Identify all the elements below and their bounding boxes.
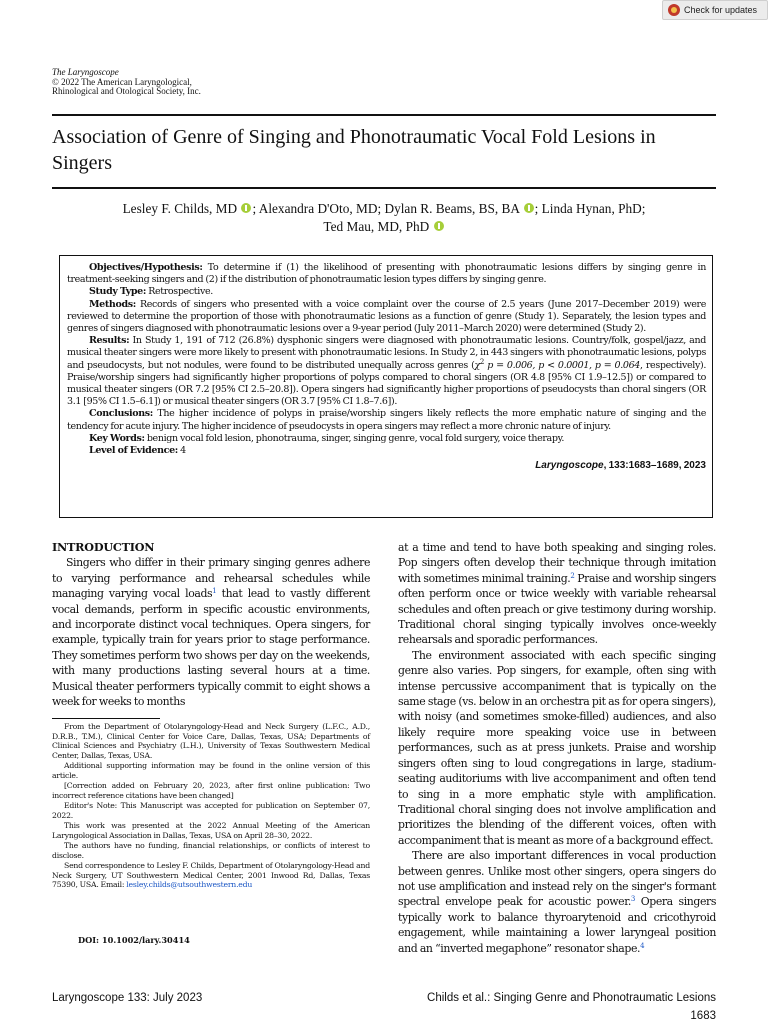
abstract-keywords [67,433,706,445]
correspondence-email-link[interactable]: lesley.childs@utsouthwestern.edu [126,880,253,890]
footer-journal-issue: Laryngoscope 133: July 2023 [52,992,203,1004]
footnote-correction: [Correction added on February 20, 2023, after first online publication: Two incorrect reference citations have been changed] [52,781,370,800]
orcid-icon[interactable] [524,203,534,213]
author-mau: Ted Mau, MD, PhD [323,219,430,234]
results-text-a: In Study 1, 191 of 712 (26.8%) dysphonic singers were diagnosed with phonotraumatic lesions. Country/folk, gospel/jazz, and musical theater singers were more likely to present with phonotraumatic lesions. In Study 2, in 443 singers with phonotraumatic lesions, polyps and pseudocysts, but not nodules, were found to be distributed unequally across genres ( [67,335,706,371]
methods-label: Methods: [89,298,136,310]
results-text-b: , respectively). Praise/worship singers had significantly higher proportions of polyps compared to choral singers (OR 4.8 [95% CI 1.9–12.5]) or compared to musical theater singers (OR 7.2 [95% CI 2.5–20.8]). Opera singers had significantly higher proportions of pseudocysts than choral singers (OR 3.1 [95% CI 1.5–6.1]) or musical theater singers (OR 3.7 [95% CI 1.8–7.6]). [67,359,706,408]
footnote-funding: The authors have no funding, financial relationships, or conflicts of interest to disclose. [52,840,370,860]
orcid-icon[interactable] [434,221,444,231]
intro-paragraph-3 [398,848,716,956]
page-number: 1683 [690,1010,716,1022]
intro-p1-text-b: that lead to vastly different vocal demands, perform in specific acoustic environments, and incorporate distinct vocal techniques. Opera singers, for example, typically train for years prior to stage performance. They sometimes perform two shows per day on the weekends, with many productions lasting several hours at a time. Musical theater performers typically commit to eight shows a week for weeks to months [52,587,370,709]
title-bottom-rule [52,187,716,189]
abstract-methods [67,299,706,336]
conclusions-label: Conclusions: [89,408,153,420]
correspondence-text: Send correspondence to Lesley F. Childs, Department of Otolaryngology-Head and Neck Surgery, UT Southwestern Medical Center, 2001 Inwood Rd, Dallas, Texas 75390, USA. Email: [52,860,370,890]
citation-journal: Laryngoscope [535,460,604,472]
intro-r3-text-b: Opera singers typically work to balance thyroarytenoid and cricothyroid engagement, while maintaining a lower laryngeal position and an “inverted megaphone” resonator shape. [398,895,717,955]
intro-paragraph-1-cont [398,540,716,648]
level-text: 4 [180,445,186,457]
footnote-presentation: This work was presented at the 2022 Annual Meeting of the American Laryngological Association in Dallas, Texas, USA on April 28–30, 2022. [52,821,370,840]
author-hynan: ; Linda Hynan, PhD; [534,201,646,216]
intro-r1-text-b: Praise and worship singers often perform once or twice weekly with variable rehearsal schedules and often preach or give testimony during worship. Traditional choral singing typically involves once-weekly rehearsals and sporadic performances. [398,571,716,647]
intro-paragraph-2: The environment associated with each specific singing genre also varies. Pop singers, for example, often sing with intense percussive accompaniment that is typically on the same stage (vs. below in an orchestra pit as for opera singers), with noisy (and sometimes smoke-filled) audiences, and also likely require more speaking voice use in between performances, such as at press junkets. Praise and worship singers often sing to loud congregations in large, stadium-seating auditoriums with live accompaniment and often tend to sing in a more emphatic style with amplification. Traditional choral singing does not involve amplification and prioritizes the blending of the different voices, often with accompaniment that is meant as more of a background effect. [398,648,716,847]
footnote-editor-note: Editor's Note: This Manuscript was accepted for publication on September 07, 2022. [52,801,370,820]
study-type-text: Retrospective. [148,286,213,298]
objectives-label: Objectives/Hypothesis: [89,262,203,273]
intro-paragraph-1 [52,555,370,709]
chi-symbol: χ [474,359,480,371]
author-doto-beams: ; Alexandra D'Oto, MD; Dylan R. Beams, BS, BA [252,201,520,216]
study-type-label: Study Type: [89,286,147,298]
journal-copyright: © 2022 The American Laryngological, [52,76,192,87]
author-childs: Lesley F. Childs, MD [122,201,238,216]
article-title: Association of Genre of Singing and Phonotraumatic Vocal Fold Lesions in Singers [52,126,656,174]
intro-r1-text-a: at a time and tend to have both speaking and singing roles. Pop singers often develop their technique through imitation with sometimes minimal training. [398,541,716,585]
methods-text: Records of singers who presented with a voice complaint over the course of 2.5 years (June 2017–December 2019) were reviewed to determine the proportion of those with phonotraumatic lesions as a function of genre (Study 1). Separately, the lesion types and genres of singers diagnosed with phonotraumatic lesions over a 9-year period (July 2011–March 2020) were determined (Study 2). [67,298,706,335]
footer-running-title: Childs et al.: Singing Genre and Phonotraumatic Lesions [427,992,716,1004]
reference-link[interactable]: 3 [630,895,635,904]
journal-society: Rhinological and Otological Society, Inc. [52,86,201,96]
footnote-affiliations: From the Department of Otolaryngology-Head and Neck Surgery (L.F.C., A.D., D.R.B., T.M.), Clinical Center for Voice Care, Dallas, Texas, USA; Departments of Clinical Sciences and Psychiatry (L.H.), University of Texas Southwestern Medical Center, Dallas, Texas, USA. [52,722,370,761]
body-column-right [398,540,716,956]
intro-p1-text-a: Singers who differ in their primary singing genres adhere to varying performance and rehearsal schedules while managing varying vocal loads [52,556,370,601]
abstract-results [67,335,706,408]
reference-link[interactable]: 1 [212,587,217,596]
keywords-text: benign vocal fold lesion, phonotrauma, singer, singing genre, vocal fold surgery, voice therapy. [146,432,565,444]
keywords-label: Key Words: [89,432,145,444]
body-column-left [52,540,370,709]
abstract-citation [67,460,706,472]
objectives-text: To determine if (1) the likelihood of presenting with phonotraumatic lesions differs by singing genre in treatment-seeking singers and (2) if the distribution of phonotraumatic lesion types differs by singing genre. [67,262,706,286]
abstract-objectives [67,262,706,286]
journal-header [52,68,201,97]
footnote-supporting-info: Additional supporting information may be found in the online version of this article. [52,761,370,781]
intro-r3-text-a: There are also important differences in vocal production between genres. Unlike most other singers, opera singers do not use amplification and instead rely on the singer's formant spectral envelope peak for acoustic power. [398,849,716,909]
check-for-updates-button[interactable] [662,0,768,20]
conclusions-text: The higher incidence of polyps in praise/worship singers likely reflects the more emphatic nature of singing and the tendency for acute injury. The higher incidence of pseudocysts in opera singers may reflect a more chronic nature of injury. [67,408,706,432]
crossmark-icon [668,4,680,16]
footnote-correspondence [52,861,370,890]
level-label: Level of Evidence: [89,445,178,457]
abstract-box [59,255,713,518]
check-for-updates-label: Check for updates [684,5,758,15]
reference-link[interactable]: 2 [570,571,575,580]
section-heading-introduction: INTRODUCTION [52,540,155,554]
footnotes [52,722,370,890]
doi: DOI: 10.1002/lary.30414 [78,935,190,945]
results-p2: p < 0.0001, p = 0.064 [538,359,641,371]
abstract-level [67,445,706,457]
orcid-icon[interactable] [241,203,251,213]
results-p1: p = 0.006, [484,359,539,371]
author-list [52,200,716,236]
results-label: Results: [89,335,130,347]
citation-details: , 133:1683–1689, 2023 [603,460,706,472]
footnote-rule [52,718,160,719]
chi-superscript: 2 [479,357,485,366]
title-top-rule [52,114,716,116]
abstract-conclusions [67,408,706,432]
reference-link[interactable]: 4 [640,941,645,950]
abstract-study-type [67,286,706,298]
journal-name: The Laryngoscope [52,67,119,77]
